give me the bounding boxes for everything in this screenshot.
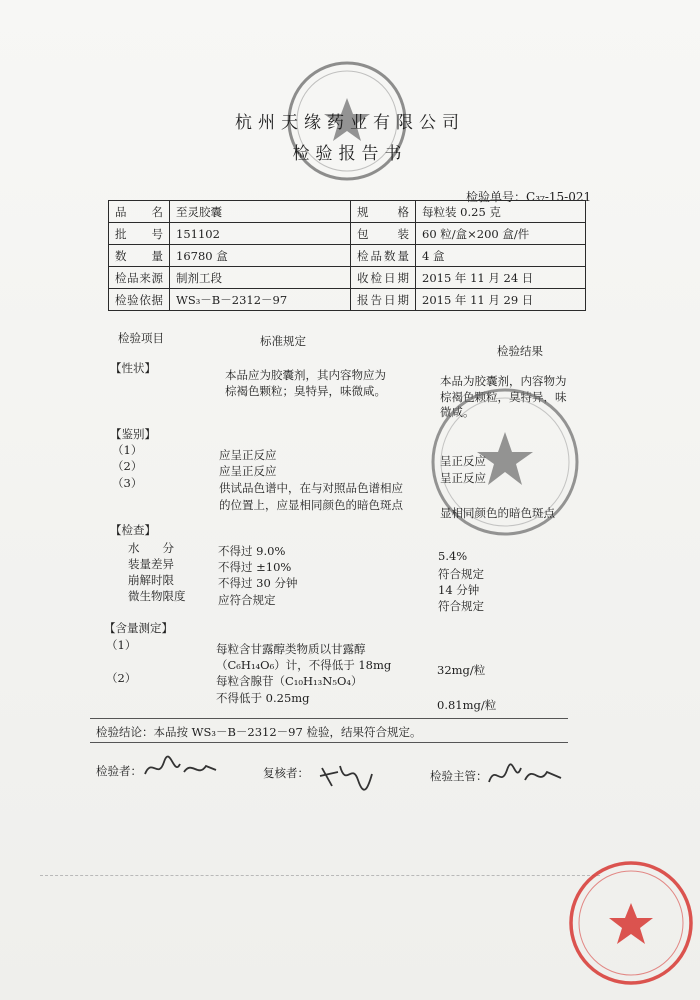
character-standard-1: 本品应为胶囊剂，其内容物应为 [225, 368, 386, 382]
inspection-item-1: 水 分 [128, 541, 174, 555]
inspection-result-1: 5.4% [438, 549, 468, 563]
section-inspection-label: 【检查】 [110, 523, 156, 537]
value-cell: 制剂工段 [170, 267, 351, 289]
character-standard-2: 棕褐色颗粒；臭特异，味微咸。 [225, 384, 386, 398]
paper-crease [40, 875, 600, 876]
table-row [109, 245, 586, 267]
identification-number-1: （1） [112, 443, 143, 457]
label-cell: 检验依据 [109, 289, 170, 311]
character-result-1: 本品为胶囊剂，内容物为 [440, 374, 567, 388]
value-cell: 2015 年 11 月 24 日 [416, 267, 586, 289]
report-title: 检验报告书 [292, 144, 408, 164]
character-result-2: 棕褐色颗粒，臭特异，味 [440, 390, 567, 404]
reviewer-label: 复核者： [263, 766, 309, 780]
identification-standard-2: 应呈正反应 [219, 464, 277, 478]
section-identification-label: 【鉴别】 [110, 427, 156, 441]
section-assay-label: 【含量测定】 [104, 621, 173, 635]
value-cell: 16780 盒 [170, 245, 351, 267]
value-cell: 151102 [170, 223, 351, 245]
label-cell: 检品来源 [109, 267, 170, 289]
value-cell: 4 盒 [416, 245, 586, 267]
section-character-label: 【性状】 [110, 361, 156, 375]
label-cell: 收检日期 [351, 267, 416, 289]
assay-number-2: （2） [106, 671, 137, 685]
label-cell: 品 名 [109, 201, 170, 223]
character-result-3: 微咸。 [440, 405, 475, 419]
table-row [109, 267, 586, 289]
supervisor-label: 检验主管： [430, 769, 488, 783]
supervisor-signature [485, 758, 565, 790]
assay-number-1: （1） [106, 638, 137, 652]
inspection-item-2: 装量差异 [128, 557, 174, 571]
assay-standard-1a: 每粒含甘露醇类物质以甘露醇 [216, 642, 366, 656]
inspection-result-3: 14 分钟 [438, 583, 480, 597]
divider-top [90, 718, 568, 719]
identification-standard-1: 应呈正反应 [219, 448, 277, 462]
identification-result-1: 呈正反应 [440, 454, 486, 468]
inspection-item-4: 微生物限度 [128, 589, 186, 603]
label-cell: 批 号 [109, 223, 170, 245]
column-header-standard: 标准规定 [260, 334, 306, 348]
table-row [109, 223, 586, 245]
identification-number-3: （3） [112, 476, 143, 490]
distributor-seal-red [566, 858, 696, 988]
divider-bottom [90, 742, 568, 743]
assay-result-1: 32mg/粒 [437, 663, 486, 677]
product-info-table [108, 200, 586, 311]
value-cell: 2015 年 11 月 29 日 [416, 289, 586, 311]
value-cell: WS₃－B－2312－97 [170, 289, 351, 311]
assay-standard-2b: 不得低于 0.25mg [216, 691, 310, 705]
identification-standard-3a: 供试品色谱中，在与对照品色谱相应 [219, 481, 403, 495]
table-row [109, 201, 586, 223]
conclusion-text: 本品按 WS₃－B－2312－97 检验，结果符合规定。 [153, 725, 422, 739]
table-row [109, 289, 586, 311]
identification-result-3: 显相同颜色的暗色斑点 [440, 506, 555, 520]
inspection-item-3: 崩解时限 [128, 573, 174, 587]
assay-standard-2a: 每粒含腺苷（C₁₀H₁₃N₅O₄） [216, 674, 363, 688]
identification-number-2: （2） [112, 459, 143, 473]
label-cell: 检品数量 [351, 245, 416, 267]
inspector-signature [140, 752, 220, 782]
conclusion [96, 724, 421, 740]
doc-number-label: 检验单号： [466, 190, 527, 204]
inspection-standard-4: 应符合规定 [218, 593, 276, 607]
identification-result-2: 呈正反应 [440, 471, 486, 485]
inspection-standard-1: 不得过 9.0% [218, 544, 286, 558]
inspection-standard-2: 不得过 ±10% [218, 560, 292, 574]
column-header-item: 检验项目 [118, 331, 164, 345]
inspector-label: 检验者： [96, 764, 142, 778]
inspection-result-4: 符合规定 [438, 599, 484, 613]
identification-standard-3b: 的位置上，应显相同颜色的暗色斑点 [219, 498, 403, 512]
inspection-result-2: 符合规定 [438, 567, 484, 581]
label-cell: 报告日期 [351, 289, 416, 311]
value-cell: 至灵胶囊 [170, 201, 351, 223]
label-cell: 包 装 [351, 223, 416, 245]
reviewer-signature [316, 758, 376, 794]
assay-result-2: 0.81mg/粒 [437, 698, 497, 712]
value-cell: 60 粒/盒×200 盒/件 [416, 223, 586, 245]
label-cell: 数 量 [109, 245, 170, 267]
column-header-result: 检验结果 [497, 344, 543, 358]
label-cell: 规 格 [351, 201, 416, 223]
assay-standard-1b: （C₆H₁₄O₆）计，不得低于 18mg [216, 658, 392, 672]
value-cell: 每粒装 0.25 克 [416, 201, 586, 223]
inspection-standard-3: 不得过 30 分钟 [218, 576, 298, 590]
doc-number-value: C₃₇-15-021 [526, 190, 592, 204]
company-name: 杭州天缘药业有限公司 [235, 113, 465, 133]
conclusion-label: 检验结论： [96, 725, 154, 739]
